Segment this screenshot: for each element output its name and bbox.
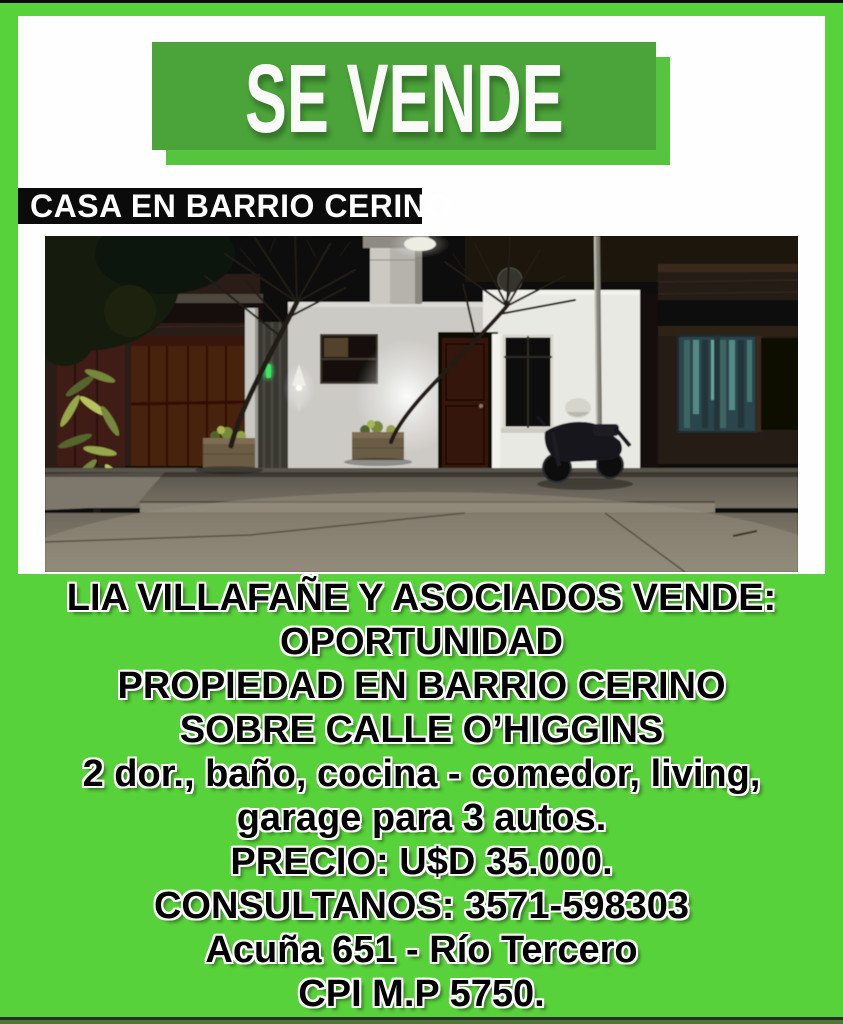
detail-line: garage para 3 autos.	[236, 797, 607, 839]
teal-doors	[678, 336, 756, 432]
detail-line: Acuña 651 - Río Tercero	[205, 929, 638, 971]
subtitle-bar	[18, 187, 452, 224]
property-details	[0, 576, 843, 1016]
dark-doorway	[761, 338, 798, 430]
window-right	[501, 336, 555, 433]
detail-line: PRECIO: U$D 35.000.	[230, 841, 613, 883]
entry-door	[438, 332, 500, 474]
bottom-border-accent	[0, 1020, 843, 1024]
detail-line: 2 dor., baño, cocina - comedor, living,	[82, 753, 761, 795]
se-vende-banner	[152, 42, 670, 165]
subtitle-label: CASA EN BARRIO CERINO	[30, 187, 452, 224]
detail-line: CONSULTANOS: 3571-598303	[153, 885, 689, 927]
banner-main	[152, 42, 656, 153]
banner-title: SE VENDE	[244, 44, 564, 153]
detail-line: OPORTUNIDAD	[280, 621, 563, 663]
detail-line: SOBRE CALLE O’HIGGINS	[179, 709, 664, 751]
top-border-line	[0, 0, 843, 3]
right-brick-building	[658, 264, 798, 474]
house-photo-svg	[45, 236, 798, 572]
house-photo	[45, 236, 798, 572]
detail-line: CPI M.P 5750.	[298, 973, 545, 1015]
detail-line: LIA VILLAFAÑE Y ASOCIADOS VENDE:	[66, 577, 777, 619]
detail-line: PROPIEDAD EN BARRIO CERINO	[117, 665, 726, 707]
